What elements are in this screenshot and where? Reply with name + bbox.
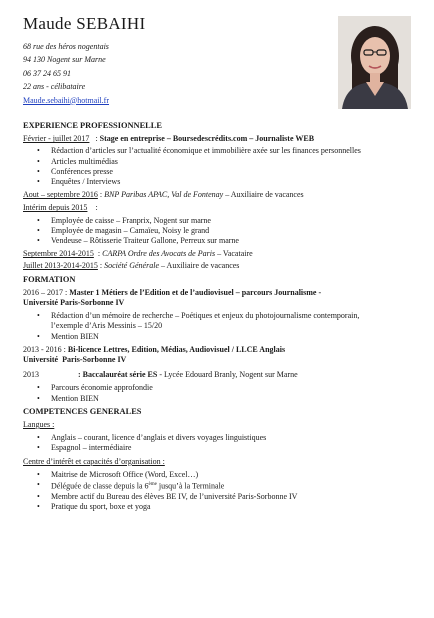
delegue-sup: ème — [148, 482, 157, 488]
job-3-list — [23, 216, 418, 247]
formation-3-date: 2013 — [23, 370, 39, 380]
formation-2-school: Université Paris-Sorbonne IV — [23, 355, 127, 365]
formation-2-line — [23, 345, 418, 355]
list-item: • Enquêtes / Interviews — [23, 177, 418, 187]
job-4-role: – Vacataire — [215, 249, 253, 259]
job-1-role: Stage en entreprise – Boursedescrédits.com – Journaliste WEB — [99, 134, 315, 144]
formation-3-line — [23, 370, 418, 380]
competences-heading: COMPETENCES GENERALES — [23, 406, 142, 416]
list-item: • Articles multimédias — [23, 157, 418, 167]
job-1-list — [23, 146, 418, 187]
job-5-line — [23, 261, 418, 271]
list-item: • Membre actif du Bureau des élèves BE IV, de l’université Paris-Sorbonne IV — [23, 492, 418, 502]
job-5-company: Société Générale — [104, 261, 159, 271]
list-item: • Vendeuse – Rôtisserie Traiteur Gallone, Perreux sur marne — [23, 236, 418, 246]
formation-1-list — [23, 311, 418, 342]
list-item: • Employée de caisse – Franprix, Nogent sur marne — [23, 216, 418, 226]
job-2-date: Aout – septembre 2016 — [23, 190, 98, 200]
list-item: • Conférences presse — [23, 167, 418, 177]
job-3-line — [23, 203, 418, 213]
profile-photo — [338, 16, 411, 109]
job-4-line — [23, 249, 418, 259]
job-1-sep: : — [89, 134, 98, 144]
list-item: • Mention BIEN — [23, 394, 418, 404]
job-5-role: – Auxiliaire de vacances — [159, 261, 240, 271]
list-item: • Anglais – courant, licence d’anglais et divers voyages linguistiques — [23, 433, 418, 443]
job-4-company: CARPA Ordre des Avocats de Paris — [102, 249, 216, 259]
job-1-date: Février - juillet 2017 — [23, 134, 90, 144]
formation-2-date: 2013 - 2016 : — [23, 344, 68, 354]
job-2-sep: : — [97, 190, 105, 200]
job-3-date: Intérim depuis 2015 — [23, 203, 88, 213]
formation-1-line — [23, 288, 418, 298]
list-item: • Espagnol – intermédiaire — [23, 443, 418, 453]
formation-1-title: Master 1 Métiers de l’Edition et de l’audiovisuel – parcours Journalisme - — [69, 287, 322, 297]
experience-heading: EXPERIENCE PROFESSIONNELLE — [23, 121, 162, 130]
address-line-1: 68 rue des héros nogentais — [23, 42, 109, 51]
list-item: • Pratique du sport, boxe et yoga — [23, 502, 418, 512]
list-item: • Employée de magasin – Camaïeu, Noisy le grand — [23, 226, 418, 236]
formation-1-date: 2016 – 2017 : — [23, 287, 70, 297]
portrait-image — [338, 16, 411, 109]
delegue-text: Déléguée de classe depuis la 6 — [51, 481, 149, 491]
list-item — [23, 480, 418, 492]
langues-list — [23, 433, 418, 453]
job-2-line — [23, 190, 418, 200]
formation-heading: FORMATION — [23, 274, 76, 284]
formation-3-rest: - Lycée Edouard Branly, Nogent sur Marne — [159, 370, 298, 380]
job-4-date: Septembre 2014-2015 — [23, 249, 94, 259]
formation-3-title: : Baccalauréat série ES — [78, 370, 158, 380]
list-item: • Mention BIEN — [23, 332, 418, 342]
cv-body — [23, 121, 418, 515]
age-status: 22 ans - célibataire — [23, 82, 86, 92]
phone-number: 06 37 24 65 91 — [23, 68, 71, 78]
address-line-2: 94 130 Nogent sur Marne — [23, 55, 106, 65]
interets-label: Centre d’intérêt et capacités d’organisation : — [23, 456, 165, 466]
formation-1-item-1-cont: l’exemple d’Aris Messinis – 15/20 — [51, 321, 163, 331]
list-item — [23, 311, 418, 331]
langues-label: Langues : — [23, 420, 55, 430]
interets-list — [23, 470, 418, 512]
formation-2-title: Bi-licence Lettres, Edition, Médias, Audiovisuel / LLCE Anglais — [67, 344, 286, 354]
list-item: • Parcours économie approfondie — [23, 383, 418, 393]
job-3-sep: : — [87, 203, 98, 213]
job-2-company: BNP Paribas APAC, Val de Fontenay — [104, 190, 224, 200]
formation-1-school: Université Paris-Sorbonne IV — [23, 298, 125, 308]
contact-block — [23, 40, 109, 107]
email-link[interactable]: Maude.sebaihi@hotmail.fr — [23, 95, 110, 105]
list-item: • Rédaction d’articles sur l’actualité économique et immobilière axée sur les finances personnelles — [23, 146, 418, 156]
job-5-sep: : — [97, 261, 105, 271]
list-item: • Maitrise de Microsoft Office (Word, Excel…) — [23, 470, 418, 480]
formation-3-list — [23, 383, 418, 403]
formation-1-item-1: Rédaction d’un mémoire de recherche – Poétiques et enjeux du photojournalisme contemporain, — [51, 311, 360, 321]
delegue-text-end: jusqu’à la Terminale — [156, 481, 225, 491]
job-1-line — [23, 134, 418, 144]
job-5-date: Juillet 2013-2014-2015 — [23, 261, 98, 271]
job-2-role: – Auxiliaire de vacances — [223, 190, 304, 200]
job-4-sep: : — [93, 249, 103, 259]
candidate-name: Maude SEBAIHI — [23, 14, 146, 33]
